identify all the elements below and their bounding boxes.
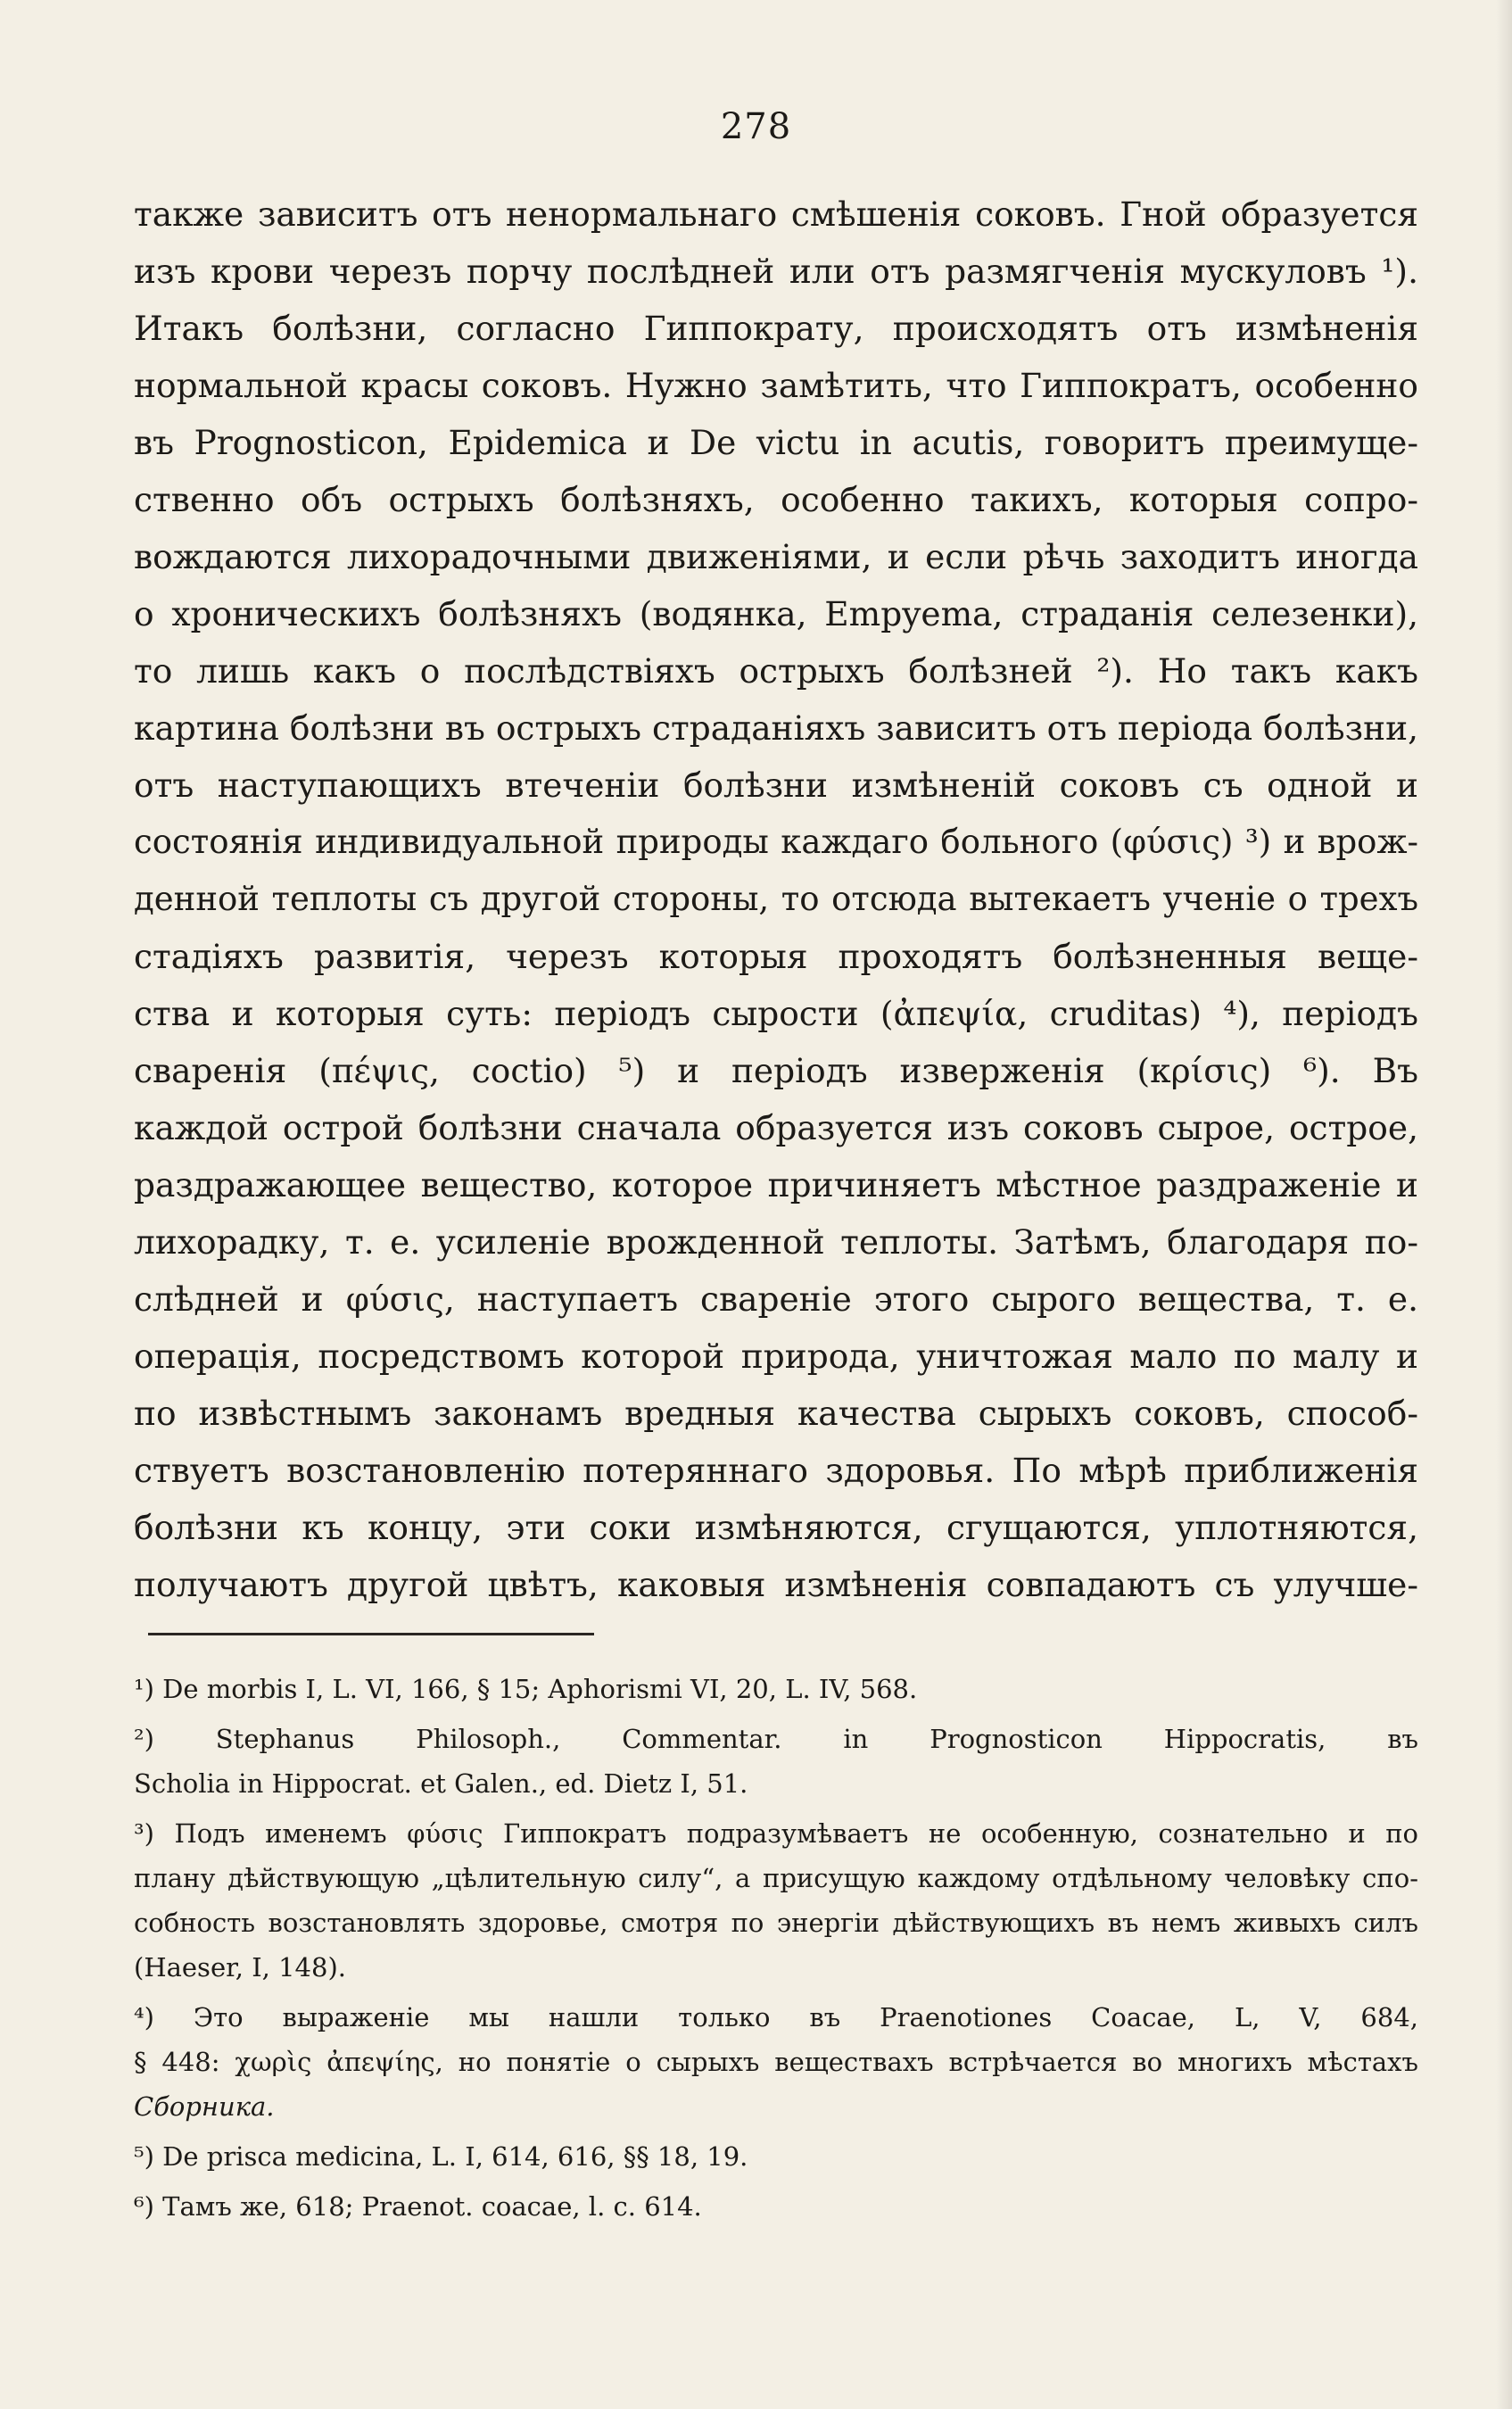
text-line: ства и которыя суть: періодъ сырости (ἀπεψία, cruditas) ⁴), періодъ xyxy=(134,994,1418,1033)
text-line: въ Prognosticon, Epidemica и De victu in acutis, говоритъ преимуще- xyxy=(134,423,1418,462)
footnotes xyxy=(134,1667,1418,2229)
text-line: картина болѣзни въ острыхъ страданіяхъ зависитъ отъ періода болѣзни, xyxy=(134,708,1418,748)
footnote-3-cont: (Haeser, I, 148). xyxy=(134,1952,346,1983)
text-line: по извѣстнымъ законамъ вредныя качества сырыхъ соковъ, способ- xyxy=(134,1394,1418,1433)
page-number: 278 xyxy=(720,106,792,147)
text-line: слѣдней и φύσις, наступаетъ свареніе этого сырого вещества, т. е. xyxy=(134,1279,1418,1319)
text-line: каждой острой болѣзни сначала образуется изъ соковъ сырое, острое, xyxy=(134,1108,1418,1147)
footnote-2: ²) Stephanus Philosoph., Commentar. in Prognosticon Hippocratis, въ xyxy=(134,1724,1418,1754)
text-line: ственно объ острыхъ болѣзняхъ, особенно такихъ, которыя сопро- xyxy=(134,480,1418,519)
text-line: также зависитъ отъ ненормальнаго смѣшенія соковъ. Гной образуется xyxy=(134,195,1418,234)
footnote-4-cont: § 448: χωρὶς ἀπεψίης, но понятіе о сырыхъ веществахъ встрѣчается во многихъ мѣстахъ xyxy=(134,2047,1418,2077)
text-line: операція, посредствомъ которой природа, уничтожая мало по малу и xyxy=(134,1337,1418,1376)
footnote-4-cont: Сборника. xyxy=(134,2091,275,2122)
text-line: состоянія индивидуальной природы каждаго больного (φύσις) ³) и врож- xyxy=(134,823,1418,861)
main-text xyxy=(134,186,1418,1613)
text-line: ствуетъ возстановленію потеряннаго здоровья. По мѣрѣ приближенія xyxy=(134,1451,1418,1490)
footnote-3: ³) Подъ именемъ φύσις Гиппократъ подразумѣваетъ не особенную, сознательно и по xyxy=(134,1818,1418,1849)
footnote-6: ⁶) Тамъ же, 618; Praenot. coacae, l. c. 614. xyxy=(134,2191,702,2222)
text-line: болѣзни къ концу, эти соки измѣняются, сгущаются, уплотняются, xyxy=(134,1508,1418,1547)
footnote-3-cont: плану дѣйствующую „цѣлительную силу“, а присущую каждому отдѣльному человѣку спо- xyxy=(134,1863,1418,1893)
text-line: стадіяхъ развитія, черезъ которыя проходятъ болѣзненныя веще- xyxy=(134,937,1418,976)
text-line: Итакъ болѣзни, согласно Гиппократу, происходятъ отъ измѣненія xyxy=(134,309,1418,348)
text-line: нормальной красы соковъ. Нужно замѣтить, что Гиппократъ, особенно xyxy=(134,366,1418,405)
text-line: получаютъ другой цвѣтъ, каковыя измѣненія совпадаютъ съ улучше- xyxy=(134,1565,1418,1604)
text-line: то лишь какъ о послѣдствіяхъ острыхъ болѣзней ²). Но такъ какъ xyxy=(134,651,1418,691)
footnote-4: ⁴) Это выраженіе мы нашли только въ Praenotiones Coacae, L, V, 684, xyxy=(134,2002,1418,2032)
footnote-5: ⁵) De prisca medicina, L. I, 614, 616, §§ 18, 19. xyxy=(134,2141,748,2172)
footnote-2-cont: Scholia in Hippocrat. et Galen., ed. Dietz I, 51. xyxy=(134,1768,748,1799)
footnote-3-cont: собность возстановлять здоровье, смотря по энергіи дѣйствующихъ въ немъ живыхъ силъ xyxy=(134,1908,1418,1938)
text-line: лихорадку, т. е. усиленіе врожденной теплоты. Затѣмъ, благодаря по- xyxy=(134,1222,1418,1262)
footnote-1: ¹) De morbis I, L. VI, 166, § 15; Aphorismi VI, 20, L. IV, 568. xyxy=(134,1674,918,1704)
text-line: изъ крови черезъ порчу послѣдней или отъ размягченія мускуловъ ¹). xyxy=(134,252,1418,291)
text-line: денной теплоты съ другой стороны, то отсюда вытекаетъ ученіе о трехъ xyxy=(134,880,1418,918)
text-line: сваренія (πέψις, coctio) ⁵) и періодъ изверженія (κρίσις) ⁶). Въ xyxy=(134,1051,1418,1090)
page-edge-shadow xyxy=(1496,0,1512,2409)
text-line: вождаются лихорадочными движеніями, и если рѣчь заходитъ иногда xyxy=(134,537,1418,576)
text-line: о хроническихъ болѣзняхъ (водянка, Empyema, страданія селезенки), xyxy=(134,594,1418,633)
text-line: отъ наступающихъ втеченіи болѣзни измѣненій соковъ съ одной и xyxy=(134,766,1418,805)
footnote-divider xyxy=(148,1633,594,1635)
text-line: раздражающее вещество, которое причиняетъ мѣстное раздраженіе и xyxy=(134,1165,1418,1204)
